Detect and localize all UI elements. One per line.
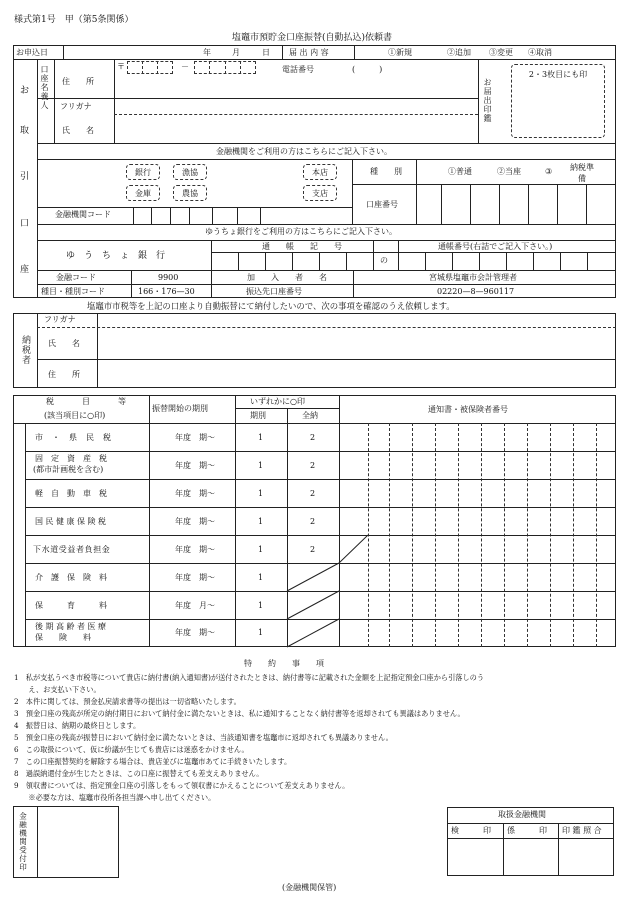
phone-parens[interactable]: ( ) [352, 65, 383, 74]
row-start[interactable]: 年度 期～ [175, 461, 215, 470]
header-full: 全納 [302, 411, 318, 420]
taxpayer-name-label: 氏 名 [48, 339, 80, 348]
row-period[interactable]: 1 [258, 461, 264, 470]
postal-mark: 〒 [117, 62, 125, 71]
row-item: 後期高齢者医療 [35, 622, 109, 631]
row-period[interactable]: 1 [258, 628, 264, 637]
term-line: 5 預金口座の残高が振替日において納付金に満たないときは、当該通知書を塩竈市に返却されても異議ありません。 [14, 733, 393, 742]
col-seal-check: 印 鑑 照 合 [562, 826, 602, 835]
header-period: 期別 [250, 411, 266, 420]
bank-code-label: 金融機関コード [55, 210, 111, 219]
term-line: 9 領収書については、指定預金口座の引落しをもって領収書にかえることについて差支えありません。 [14, 781, 350, 790]
term-line: え、お支払い下さい。 [14, 685, 101, 694]
row-item-sub: (都市計画税を含む) [33, 465, 104, 474]
section-char-3: 引 [20, 172, 30, 182]
member-value: 宮城県塩竈市会計管理者 [429, 273, 517, 282]
term-line: 6 この取扱について、仮に紛議が生じても貴店には迷惑をかけません。 [14, 745, 249, 754]
option-add[interactable]: ②追加 [447, 48, 471, 57]
yucho-header: ゆうちょ銀行をご利用の方はこちらにご記入下さい。 [205, 227, 397, 236]
section-char-1: お [20, 86, 30, 96]
footer-note: (金融機関保管) [282, 883, 337, 892]
term-line: 4 振替日は、納期の最終日とします。 [14, 721, 141, 730]
term-line: 3 預金口座の残高が所定の納付期日において納付金に満たないときは、私に通知することなく納付書等を返却されても異議はありません。 [14, 709, 465, 718]
application-date-label: お申込日 [16, 48, 48, 57]
row-item: 軽 自 動 車 税 [35, 489, 107, 498]
term-line: 2 本件に関しては、預金払戻請求書等の提出は一切省略いたします。 [14, 697, 241, 706]
type-shinkin[interactable]: 金庫 [126, 185, 160, 201]
row-period[interactable]: 1 [258, 601, 264, 610]
holder-label: 口座名義人 [40, 65, 49, 110]
row-period[interactable]: 1 [258, 545, 264, 554]
kind-other[interactable]: ③ [545, 167, 553, 176]
row-full[interactable]: 2 [310, 545, 316, 554]
seal-label: お届出印鑑 [483, 78, 492, 123]
address-label: 住 所 [62, 77, 94, 86]
passbook-label: 通 帳 記 号 [262, 242, 346, 251]
header-choice: いずれかに○印 [250, 397, 305, 406]
row-full[interactable]: 2 [310, 461, 316, 470]
row-item: 介 護 保 険 料 [35, 573, 107, 582]
row-item: 固 定 資 産 税 [35, 454, 107, 463]
kind-label: 種 別 [370, 167, 402, 176]
member-label: 加 入 者 名 [247, 273, 331, 282]
handler-label: 取扱金融機関 [498, 810, 546, 819]
row-start[interactable]: 年度 期～ [175, 573, 215, 582]
section-char-5: 座 [20, 265, 30, 275]
row-start[interactable]: 年度 期～ [175, 489, 215, 498]
phone-label: 電話番号 [282, 65, 314, 74]
type-fishery[interactable]: 漁協 [173, 164, 207, 180]
seal-note: 2・3枚目にも印 [528, 70, 588, 79]
col-inspect: 検 印 [451, 826, 491, 835]
passbook-number-label: 通帳番号(右詰でご記入下さい。) [438, 242, 553, 251]
month-label: 月 [232, 48, 240, 57]
row-full[interactable]: 2 [310, 489, 316, 498]
row-full[interactable]: 2 [310, 433, 316, 442]
row-period[interactable]: 1 [258, 433, 264, 442]
row-full[interactable]: 2 [310, 517, 316, 526]
header-start: 振替開始の期別 [152, 404, 208, 413]
row-period[interactable]: 1 [258, 489, 264, 498]
receipt-stamp-box[interactable] [13, 806, 119, 878]
form-number: 様式第1号 甲（第5条関係） [14, 15, 134, 25]
row-item: 市 ・ 県 民 税 [35, 433, 112, 442]
terms-title: 特 約 事 項 [244, 659, 324, 668]
row-period[interactable]: 1 [258, 517, 264, 526]
kind-code-label: 種目・種別コード [41, 287, 105, 296]
year-label: 年 [203, 48, 211, 57]
kind-code-value: 166・176—30 [138, 287, 195, 296]
day-label: 日 [262, 48, 270, 57]
taxpayer-address-label: 住 所 [48, 370, 80, 379]
row-item: 保 育 料 [35, 601, 107, 610]
transfer-account-label: 振込先口座番号 [246, 287, 302, 296]
yucho-name: ゆうちょ銀行 [66, 251, 175, 261]
account-number-label: 口座番号 [366, 200, 398, 209]
header-notice: 通知書・被保険者番号 [428, 405, 508, 414]
header-item-sub: (該当項目に○印) [44, 411, 106, 420]
furigana-label: フリガナ [60, 102, 92, 111]
row-item: 国民健康保険税 [35, 517, 109, 526]
option-cancel[interactable]: ④取消 [528, 48, 552, 57]
type-bank[interactable]: 銀行 [126, 164, 160, 180]
row-start[interactable]: 年度 月～ [175, 601, 215, 610]
option-new[interactable]: ①新規 [388, 48, 412, 57]
taxpayer-furigana-label: フリガナ [44, 315, 76, 324]
section-char-2: 取 [20, 126, 30, 136]
taxpayer-label: 納税者 [20, 335, 30, 365]
row-item-sub: 保 険 料 [35, 633, 91, 642]
postal-dash: － [181, 62, 189, 71]
term-line: 8 過誤納還付金が生じたときは、この口座に振替えても差支えありません。 [14, 769, 264, 778]
option-change[interactable]: ③変更 [489, 48, 513, 57]
receipt-label: 金融機関受付印 [18, 812, 28, 872]
transfer-account-value: 02220—8—960117 [437, 287, 515, 296]
yucho-code-label: 金融コード [56, 273, 96, 282]
yucho-code-value: 9900 [158, 273, 179, 282]
row-start[interactable]: 年度 期～ [175, 517, 215, 526]
form-title: 塩竈市預貯金口座振替(自動払込)依頼書 [232, 33, 393, 43]
col-clerk: 係 印 [507, 826, 547, 835]
kind-regular[interactable]: ①普通 [448, 167, 472, 176]
bank-header: 金融機関をご利用の方はこちらにご記入下さい。 [216, 147, 392, 156]
name-label: 氏 名 [62, 126, 94, 135]
notify-label: 届 出 内 容 [289, 48, 329, 57]
row-start[interactable]: 年度 期～ [175, 628, 215, 637]
term-line: ※必要な方は、塩竈市役所各担当課へ申し出てください。 [14, 793, 216, 802]
section-char-4: 口 [20, 219, 30, 229]
branch-main[interactable]: 本店 [303, 164, 337, 180]
term-line: 7 この口座振替契約を解除する場合は、貴店並びに塩竈市あてに手続きいたします。 [14, 757, 292, 766]
term-line: 1 私が支払うべき市税等について貴店に納付書(納入通知書)が送付されたときは、納付書等に記載された金額を上記指定預金口座から引落しのう [14, 673, 485, 682]
kind-tax-reserve[interactable]: 納税準備 [570, 163, 594, 183]
row-start[interactable]: 年度 期～ [175, 545, 215, 554]
row-item: 下水道受益者負担金 [33, 545, 111, 554]
type-agri[interactable]: 農協 [173, 185, 207, 201]
header-item: 税 目 等 [46, 397, 130, 406]
row-start[interactable]: 年度 期～ [175, 433, 215, 442]
branch-sub[interactable]: 支店 [303, 185, 337, 201]
request-text: 塩竈市市税等を上記の口座より自動振替にて納付したいので、次の事項を確認のうえ依頼します。 [87, 301, 455, 311]
no-mark: の [380, 256, 388, 265]
kind-current[interactable]: ②当座 [497, 167, 521, 176]
row-period[interactable]: 1 [258, 573, 264, 582]
